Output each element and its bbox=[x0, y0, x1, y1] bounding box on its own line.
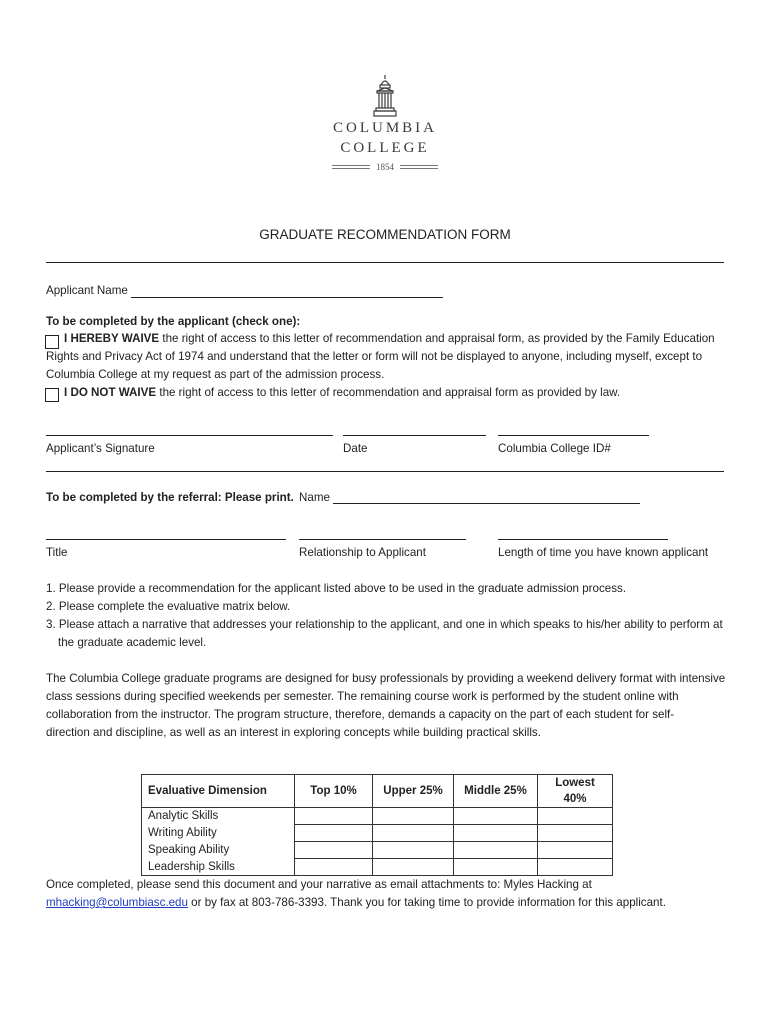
contact-email-link[interactable]: mhacking@columbiasc.edu bbox=[46, 896, 188, 909]
table-row bbox=[142, 825, 613, 842]
rating-cell[interactable] bbox=[295, 808, 373, 825]
rating-cell[interactable] bbox=[538, 825, 613, 842]
not-waive-text: the right of access to this letter of recommendation and appraisal form as provided by law. bbox=[156, 386, 621, 399]
college-name-line2: COLLEGE bbox=[340, 140, 430, 156]
rating-cell[interactable] bbox=[538, 859, 613, 876]
logo-divider-left bbox=[332, 165, 370, 169]
form-title: GRADUATE RECOMMENDATION FORM bbox=[259, 227, 511, 242]
matrix-header-row bbox=[142, 775, 613, 808]
rating-cell[interactable] bbox=[373, 825, 454, 842]
referral-title-label: Title bbox=[46, 546, 68, 559]
instruction-item-continued: the graduate academic level. bbox=[58, 636, 207, 649]
waive-statement-line1 bbox=[64, 330, 715, 348]
program-paragraph-line: class sessions during specified weekends per semester. The remaining course work is performed by the student online with bbox=[46, 690, 679, 703]
matrix-dimension: Writing Ability bbox=[142, 825, 295, 842]
table-row bbox=[142, 842, 613, 859]
rating-cell[interactable] bbox=[295, 842, 373, 859]
matrix-dimension: Leadership Skills bbox=[142, 859, 295, 876]
rating-cell[interactable] bbox=[538, 808, 613, 825]
program-paragraph-line: collaboration from the instructor. The program structure, therefore, demands a capacity on the part of each student for self- bbox=[46, 708, 675, 721]
title-divider bbox=[46, 262, 724, 263]
program-paragraph-line: The Columbia College graduate programs are designed for busy professionals by providing a weekend delivery format with intensive bbox=[46, 672, 726, 685]
program-paragraph-line: direction and discipline, as well as an interest in exploring concepts while building practical skills. bbox=[46, 726, 541, 739]
waive-bold-label: I HEREBY WAIVE bbox=[64, 332, 160, 345]
rating-cell[interactable] bbox=[373, 808, 454, 825]
not-waive-statement bbox=[64, 384, 620, 402]
closing-line2 bbox=[46, 894, 666, 912]
rating-cell[interactable] bbox=[295, 859, 373, 876]
rating-cell[interactable] bbox=[454, 825, 538, 842]
waive-text-line2: Rights and Privacy Act of 1974 and understand that the letter or form will not be displayed to anyone, including myself, except to bbox=[46, 350, 703, 363]
referral-title-field[interactable] bbox=[46, 539, 286, 540]
rating-cell[interactable] bbox=[538, 842, 613, 859]
date-label: Date bbox=[343, 442, 368, 455]
applicant-section-heading: To be completed by the applicant (check one): bbox=[46, 315, 301, 328]
rating-cell[interactable] bbox=[373, 842, 454, 859]
college-logo bbox=[318, 74, 452, 184]
bell-tower-icon bbox=[372, 74, 398, 118]
matrix-header: Top 10% bbox=[295, 775, 373, 808]
waive-text-line1: the right of access to this letter of recommendation and appraisal form, as provided by the Family Education bbox=[159, 332, 715, 345]
date-field[interactable] bbox=[343, 435, 486, 436]
relationship-field[interactable] bbox=[299, 539, 466, 540]
length-known-label: Length of time you have known applicant bbox=[498, 546, 709, 559]
closing-line2-text: or by fax at 803-786-3393. Thank you for taking time to provide information for this applicant. bbox=[187, 896, 666, 909]
referral-name-field[interactable] bbox=[333, 503, 640, 504]
matrix-dimension: Speaking Ability bbox=[142, 842, 295, 859]
signature-label: Applicant’s Signature bbox=[46, 442, 155, 455]
rating-cell[interactable] bbox=[454, 859, 538, 876]
instruction-item: 1. Please provide a recommendation for the applicant listed above to be used in the graduate admission process. bbox=[46, 582, 627, 595]
instruction-item: 2. Please complete the evaluative matrix below. bbox=[46, 600, 291, 613]
logo-divider-right bbox=[400, 165, 438, 169]
not-waive-bold-label: I DO NOT WAIVE bbox=[64, 386, 157, 399]
length-known-field[interactable] bbox=[498, 539, 668, 540]
rating-cell[interactable] bbox=[373, 859, 454, 876]
matrix-header: Middle 25% bbox=[454, 775, 538, 808]
matrix-header: Evaluative Dimension bbox=[142, 775, 295, 808]
rating-cell[interactable] bbox=[295, 825, 373, 842]
waive-text-line3: Columbia College at my request as part of the admission process. bbox=[46, 368, 385, 381]
not-waive-checkbox[interactable] bbox=[45, 388, 59, 402]
evaluation-matrix bbox=[141, 774, 613, 876]
signature-field[interactable] bbox=[46, 435, 333, 436]
matrix-dimension: Analytic Skills bbox=[142, 808, 295, 825]
referral-section-heading: To be completed by the referral: Please print. bbox=[46, 491, 294, 504]
table-row bbox=[142, 808, 613, 825]
applicant-name-label: Applicant Name bbox=[46, 284, 128, 297]
closing-line1: Once completed, please send this document and your narrative as email attachments to: Myles Hacking at bbox=[46, 878, 592, 891]
matrix-header: Lowest 40% bbox=[538, 775, 613, 808]
college-id-field[interactable] bbox=[498, 435, 649, 436]
matrix-header: Upper 25% bbox=[373, 775, 454, 808]
table-row bbox=[142, 859, 613, 876]
referral-name-label: Name bbox=[299, 491, 330, 504]
rating-cell[interactable] bbox=[454, 842, 538, 859]
instruction-item: 3. Please attach a narrative that addresses your relationship to the applicant, and one in which speaks to his/her ability to perform at bbox=[46, 618, 723, 631]
rating-cell[interactable] bbox=[454, 808, 538, 825]
applicant-name-field[interactable] bbox=[131, 297, 443, 298]
waive-checkbox[interactable] bbox=[45, 335, 59, 349]
relationship-label: Relationship to Applicant bbox=[299, 546, 426, 559]
college-id-label: Columbia College ID# bbox=[498, 442, 611, 455]
founding-year: 1854 bbox=[376, 162, 394, 172]
section-divider bbox=[46, 471, 724, 472]
college-name-line1: COLUMBIA bbox=[332, 120, 437, 136]
